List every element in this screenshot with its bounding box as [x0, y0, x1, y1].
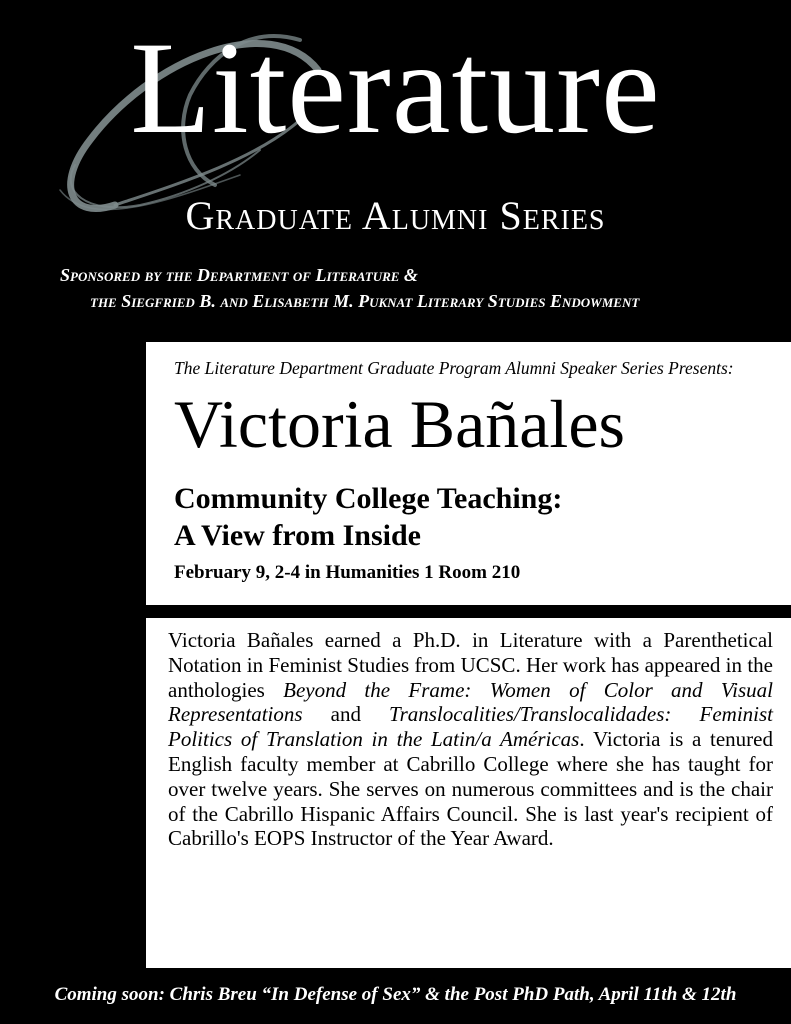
series-subtitle: Graduate Alumni Series	[185, 193, 606, 238]
speaker-bio	[168, 628, 773, 851]
book-title-1: Beyond the Frame: Women of Color and Visual Representations	[168, 677, 773, 727]
sponsor-line-2: the Siegfried B. and Elisabeth M. Puknat Literary Studies Endowment	[90, 291, 640, 311]
sponsor-line-1: Sponsored by the Department of Literature &	[60, 265, 418, 285]
event-date-location: February 9, 2-4 in Humanities 1 Room 210	[174, 562, 521, 583]
bio-text-1: Victoria Bañales earned a Ph.D. in Literature with a Parenthetical Notation in Feminist Studies from UCSC. Her work has appeared in the anthologies	[168, 628, 773, 702]
talk-title-line-2: A View from Inside	[174, 519, 421, 552]
coming-soon: Coming soon: Chris Breu “In Defense of Sex” & the Post PhD Path, April 11th & 12th	[54, 984, 737, 1005]
talk-title-line-1: Community College Teaching:	[174, 482, 563, 515]
sponsor-text	[60, 262, 780, 314]
bio-text-2: and	[302, 702, 390, 727]
book-title-2: Translocalities/Translocalidades: Feminist Politics of Translation in the Latin/a Américas	[168, 702, 773, 752]
series-intro: The Literature Department Graduate Program Alumni Speaker Series Presents:	[174, 358, 734, 378]
bio-text-3: . Victoria is a tenured English faculty member at Cabrillo College where she has taught for over twelve years. She serves on numerous committees and is the chair of the Cabrillo Hispanic Affairs Council. She is last year's recipient of Cabrillo's EOPS Instructor of the Year Award.	[168, 727, 773, 851]
event-panel	[146, 342, 791, 605]
talk-title	[174, 480, 562, 554]
series-title: Literature	[130, 14, 661, 161]
bio-panel	[146, 618, 791, 968]
speaker-name: Victoria Bañales	[174, 386, 625, 462]
